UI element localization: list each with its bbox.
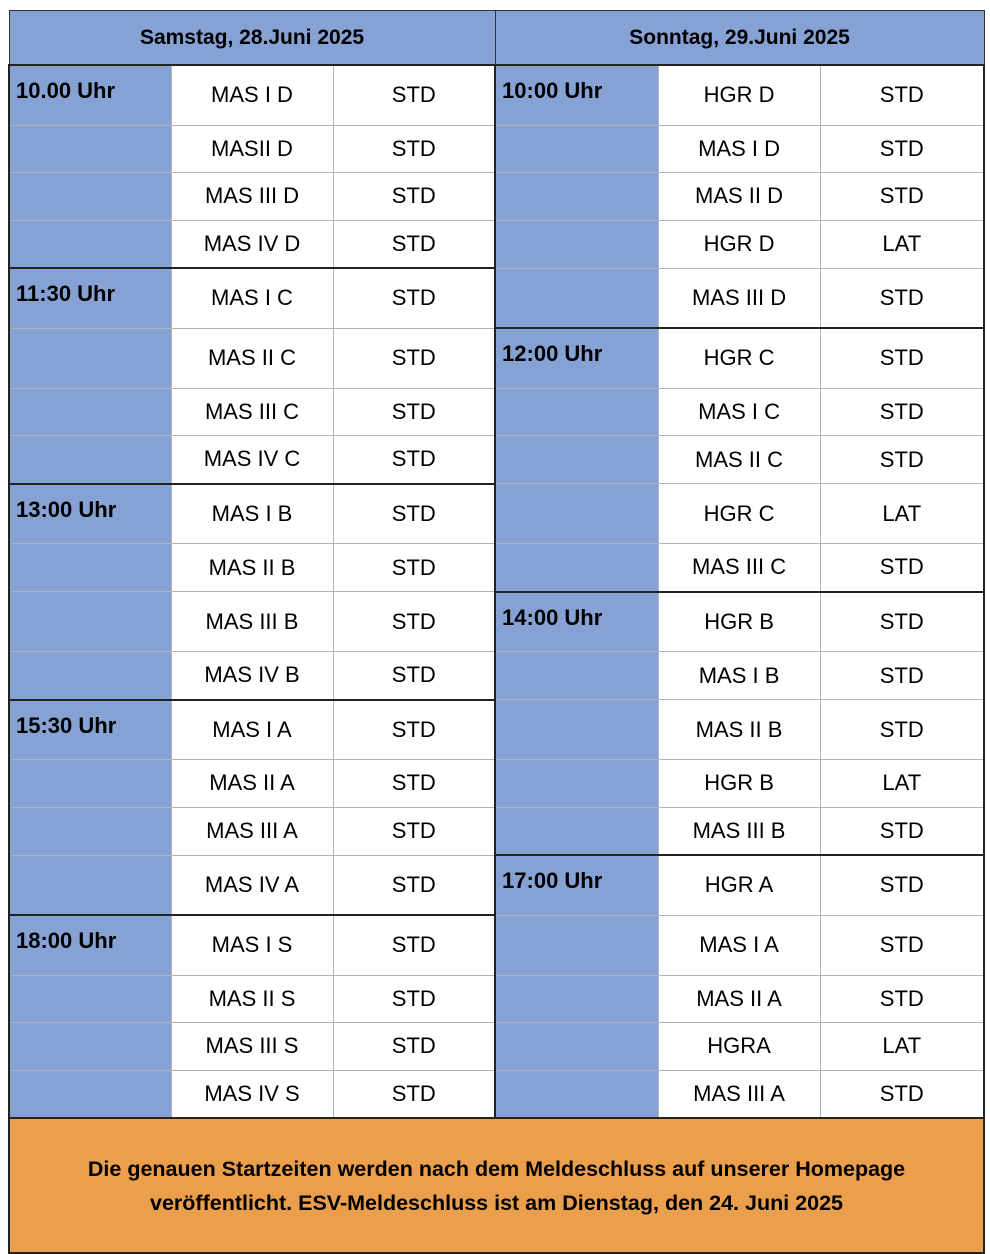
saturday-class-cell: MAS IV D [171, 220, 333, 268]
saturday-style-cell: STD [333, 975, 495, 1023]
schedule-row [9, 1023, 984, 1071]
sunday-class-cell: HGR C [658, 484, 820, 544]
schedule-row [9, 592, 984, 652]
sunday-time-cell [495, 760, 658, 808]
sunday-class-cell: MAS III C [658, 544, 820, 592]
sunday-class-cell: MAS II D [658, 173, 820, 221]
sunday-class-cell: MAS III D [658, 268, 820, 328]
schedule-row [9, 484, 984, 544]
saturday-time-cell: 10.00 Uhr [9, 65, 171, 125]
saturday-style-cell: STD [333, 328, 495, 388]
saturday-style-cell: STD [333, 652, 495, 700]
sunday-style-cell: STD [820, 592, 984, 652]
saturday-class-cell: MAS I A [171, 700, 333, 760]
saturday-class-cell: MAS III S [171, 1023, 333, 1071]
deadline-note-line-2: veröffentlicht. ESV-Meldeschluss ist am Dienstag, den 24. Juni 2025 [150, 1190, 844, 1215]
schedule-row [9, 220, 984, 268]
sunday-style-cell: STD [820, 328, 984, 388]
sunday-time-cell [495, 1023, 658, 1071]
sunday-class-cell: HGR B [658, 592, 820, 652]
sunday-time-cell [495, 388, 658, 436]
saturday-class-cell: MAS II C [171, 328, 333, 388]
sunday-style-cell: LAT [820, 760, 984, 808]
saturday-time-cell: 15:30 Uhr [9, 700, 171, 760]
schedule-row [9, 975, 984, 1023]
sunday-style-cell: STD [820, 855, 984, 915]
saturday-header: Samstag, 28.Juni 2025 [9, 11, 495, 66]
saturday-style-cell: STD [333, 388, 495, 436]
saturday-style-cell: STD [333, 125, 495, 173]
sunday-style-cell: STD [820, 652, 984, 700]
saturday-class-cell: MAS I S [171, 915, 333, 975]
saturday-class-cell: MAS III B [171, 592, 333, 652]
sunday-time-cell [495, 975, 658, 1023]
saturday-time-cell [9, 592, 171, 652]
sunday-class-cell: HGRA [658, 1023, 820, 1071]
schedule-row [9, 328, 984, 388]
saturday-style-cell: STD [333, 855, 495, 915]
schedule-row [9, 544, 984, 592]
saturday-time-cell [9, 388, 171, 436]
schedule-row [9, 388, 984, 436]
saturday-style-cell: STD [333, 436, 495, 484]
sunday-style-cell: STD [820, 1070, 984, 1118]
sunday-time-cell: 10:00 Uhr [495, 65, 658, 125]
saturday-class-cell: MAS IV S [171, 1070, 333, 1118]
schedule-row [9, 915, 984, 975]
sunday-time-cell: 14:00 Uhr [495, 592, 658, 652]
sunday-style-cell: STD [820, 125, 984, 173]
sunday-time-cell [495, 220, 658, 268]
sunday-time-cell [495, 436, 658, 484]
saturday-class-cell: MAS IV C [171, 436, 333, 484]
saturday-time-cell [9, 975, 171, 1023]
schedule-row [9, 436, 984, 484]
sunday-class-cell: HGR D [658, 220, 820, 268]
saturday-style-cell: STD [333, 700, 495, 760]
saturday-class-cell: MAS II B [171, 544, 333, 592]
sunday-style-cell: STD [820, 173, 984, 221]
sunday-time-cell [495, 652, 658, 700]
sunday-time-cell [495, 544, 658, 592]
saturday-style-cell: STD [333, 220, 495, 268]
sunday-class-cell: MAS I B [658, 652, 820, 700]
saturday-style-cell: STD [333, 484, 495, 544]
saturday-time-cell [9, 125, 171, 173]
schedule-row [9, 760, 984, 808]
schedule-row [9, 125, 984, 173]
sunday-style-cell: STD [820, 544, 984, 592]
saturday-time-cell: 11:30 Uhr [9, 268, 171, 328]
saturday-time-cell [9, 855, 171, 915]
saturday-time-cell [9, 652, 171, 700]
sunday-class-cell: HGR D [658, 65, 820, 125]
schedule-row [9, 652, 984, 700]
sunday-time-cell [495, 173, 658, 221]
saturday-time-cell [9, 328, 171, 388]
sunday-time-cell: 12:00 Uhr [495, 328, 658, 388]
saturday-style-cell: STD [333, 592, 495, 652]
saturday-class-cell: MAS IV B [171, 652, 333, 700]
sunday-time-cell [495, 700, 658, 760]
sunday-style-cell: STD [820, 268, 984, 328]
sunday-class-cell: MAS II B [658, 700, 820, 760]
saturday-time-cell [9, 544, 171, 592]
sunday-class-cell: HGR B [658, 760, 820, 808]
saturday-time-cell: 13:00 Uhr [9, 484, 171, 544]
sunday-style-cell: STD [820, 388, 984, 436]
saturday-class-cell: MAS I C [171, 268, 333, 328]
saturday-class-cell: MAS I B [171, 484, 333, 544]
sunday-time-cell [495, 125, 658, 173]
saturday-style-cell: STD [333, 65, 495, 125]
sunday-time-cell [495, 915, 658, 975]
saturday-class-cell: MASII D [171, 125, 333, 173]
saturday-time-cell [9, 1023, 171, 1071]
sunday-time-cell [495, 1070, 658, 1118]
saturday-time-cell [9, 173, 171, 221]
sunday-style-cell: STD [820, 436, 984, 484]
saturday-class-cell: MAS III D [171, 173, 333, 221]
sunday-header: Sonntag, 29.Juni 2025 [495, 11, 984, 66]
saturday-class-cell: MAS II A [171, 760, 333, 808]
deadline-note [9, 1118, 984, 1253]
sunday-style-cell: STD [820, 975, 984, 1023]
schedule-table [8, 10, 985, 1254]
saturday-style-cell: STD [333, 760, 495, 808]
saturday-time-cell [9, 1070, 171, 1118]
sunday-class-cell: MAS I D [658, 125, 820, 173]
sunday-class-cell: MAS III B [658, 807, 820, 855]
saturday-time-cell [9, 807, 171, 855]
saturday-class-cell: MAS IV A [171, 855, 333, 915]
saturday-style-cell: STD [333, 268, 495, 328]
saturday-style-cell: STD [333, 915, 495, 975]
sunday-time-cell [495, 807, 658, 855]
sunday-class-cell: MAS I A [658, 915, 820, 975]
sunday-class-cell: MAS II C [658, 436, 820, 484]
schedule-row [9, 173, 984, 221]
sunday-style-cell: LAT [820, 220, 984, 268]
sunday-time-cell [495, 268, 658, 328]
sunday-style-cell: LAT [820, 484, 984, 544]
schedule-row [9, 65, 984, 125]
saturday-time-cell [9, 760, 171, 808]
schedule-body [9, 65, 984, 1118]
schedule-row [9, 700, 984, 760]
saturday-style-cell: STD [333, 544, 495, 592]
sunday-style-cell: STD [820, 700, 984, 760]
saturday-class-cell: MAS II S [171, 975, 333, 1023]
schedule-row [9, 268, 984, 328]
sunday-style-cell: STD [820, 65, 984, 125]
sunday-class-cell: HGR C [658, 328, 820, 388]
sunday-time-cell: 17:00 Uhr [495, 855, 658, 915]
schedule-row [9, 807, 984, 855]
saturday-time-cell [9, 220, 171, 268]
saturday-time-cell [9, 436, 171, 484]
saturday-time-cell: 18:00 Uhr [9, 915, 171, 975]
deadline-note-line-1: Die genauen Startzeiten werden nach dem Meldeschluss auf unserer Homepage [87, 1156, 906, 1181]
sunday-class-cell: MAS I C [658, 388, 820, 436]
saturday-style-cell: STD [333, 1023, 495, 1071]
saturday-style-cell: STD [333, 173, 495, 221]
sunday-style-cell: STD [820, 915, 984, 975]
schedule-row [9, 1070, 984, 1118]
sunday-time-cell [495, 484, 658, 544]
sunday-class-cell: MAS III A [658, 1070, 820, 1118]
saturday-class-cell: MAS III C [171, 388, 333, 436]
saturday-style-cell: STD [333, 807, 495, 855]
sunday-style-cell: LAT [820, 1023, 984, 1071]
saturday-class-cell: MAS I D [171, 65, 333, 125]
sunday-class-cell: HGR A [658, 855, 820, 915]
saturday-style-cell: STD [333, 1070, 495, 1118]
schedule-row [9, 855, 984, 915]
saturday-class-cell: MAS III A [171, 807, 333, 855]
sunday-class-cell: MAS II A [658, 975, 820, 1023]
sunday-style-cell: STD [820, 807, 984, 855]
